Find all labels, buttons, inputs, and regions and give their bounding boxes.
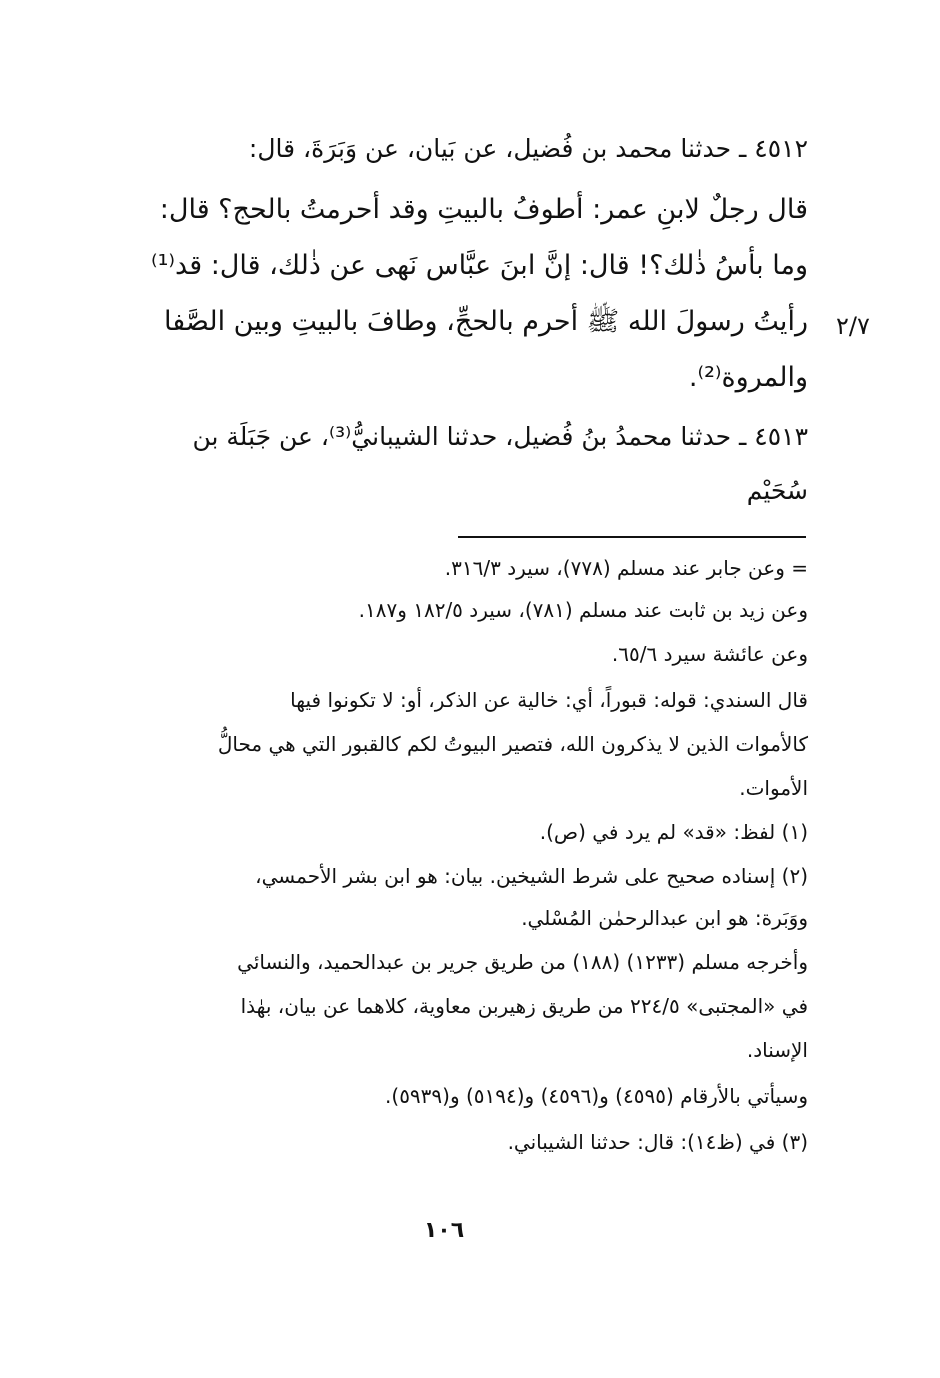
footnote-2-line-3: وأخرجه مسلم (١٢٣٣) (١٨٨) من طريق جرير بن عبدالحميد، والنسائي — [237, 950, 808, 974]
hadith-4512-heading: ٤٥١٢ ـ حدثنا محمد بن فُضيل، عن بَيان، عن وَبَرَةَ، قال: — [248, 134, 808, 163]
hadith-text-line-3: رأيتُ رسولَ الله ﷺ أحرم بالحجِّ، وطافَ بالبيتِ وبين الصَّفا — [164, 306, 808, 337]
footnote-1: (١) لفظ: «قد» لم يرد في (ص). — [539, 820, 808, 844]
footnote-continuation-line-3: وعن عائشة سيرد ٦٥/٦. — [611, 642, 808, 666]
footnote-3: (٣) في (ظ١٤): قال: حدثنا الشيباني. — [507, 1130, 808, 1154]
footnote-divider — [458, 536, 806, 538]
footnote-2-line-1: (٢) إسناده صحيح على شرط الشيخين. بيان: هو ابن بشر الأحمسي، — [255, 864, 808, 888]
sindi-commentary-line-1: قال السندي: قوله: قبوراً، أي: خالية عن الذكر، أو: لا تكونوا فيها — [290, 688, 808, 712]
hadith-4513-heading-line-1: ٤٥١٣ ـ حدثنا محمدُ بنُ فُضيل، حدثنا الشيبانيُّ⁽³⁾، عن جَبَلَة بن — [192, 422, 808, 451]
sindi-commentary-line-3: الأموات. — [739, 776, 808, 800]
footnote-2-line-4: في «المجتبى» ٢٢٤/٥ من طريق زهيربن معاوية، كلاهما عن بيان، بهٰذا — [240, 994, 808, 1018]
footnote-2-line-6: وسيأتي بالأرقام (٤٥٩٥) و(٤٥٩٦) و(٥١٩٤) و(٥٩٣٩). — [385, 1084, 808, 1108]
hadith-text-line-2: وما بأسُ ذٰلك؟! قال: إنَّ ابنَ عبَّاس نَهى عن ذٰلك، قال: قد⁽¹⁾ — [150, 250, 808, 281]
hadith-text-line-4: والمروة⁽²⁾. — [688, 362, 808, 393]
footnote-2-line-2: ووَبَرة: هو ابن عبدالرحمٰن المُسْلي. — [521, 906, 808, 930]
footnote-continuation-line-2: وعن زيد بن ثابت عند مسلم (٧٨١)، سيرد ١٨٢/٥ و١٨٧. — [358, 598, 808, 622]
page-number: ١٠٦ — [423, 1218, 465, 1243]
hadith-4513-heading-line-2: سُحَيْم — [746, 476, 808, 505]
footnote-2-line-5: الإسناد. — [746, 1038, 808, 1062]
sindi-commentary-line-2: كالأموات الذين لا يذكرون الله، فتصير البيوتُ لكم كالقبور التي هي محالُّ — [217, 732, 808, 756]
hadith-text-line-1: قال رجلٌ لابنِ عمر: أطوفُ بالبيتِ وقد أحرمتُ بالحج؟ قال: — [159, 194, 808, 225]
margin-reference: ٢/٧ — [836, 312, 870, 340]
footnote-continuation-line-1: = وعن جابر عند مسلم (٧٧٨)، سيرد ٣١٦/٣. — [444, 556, 808, 580]
